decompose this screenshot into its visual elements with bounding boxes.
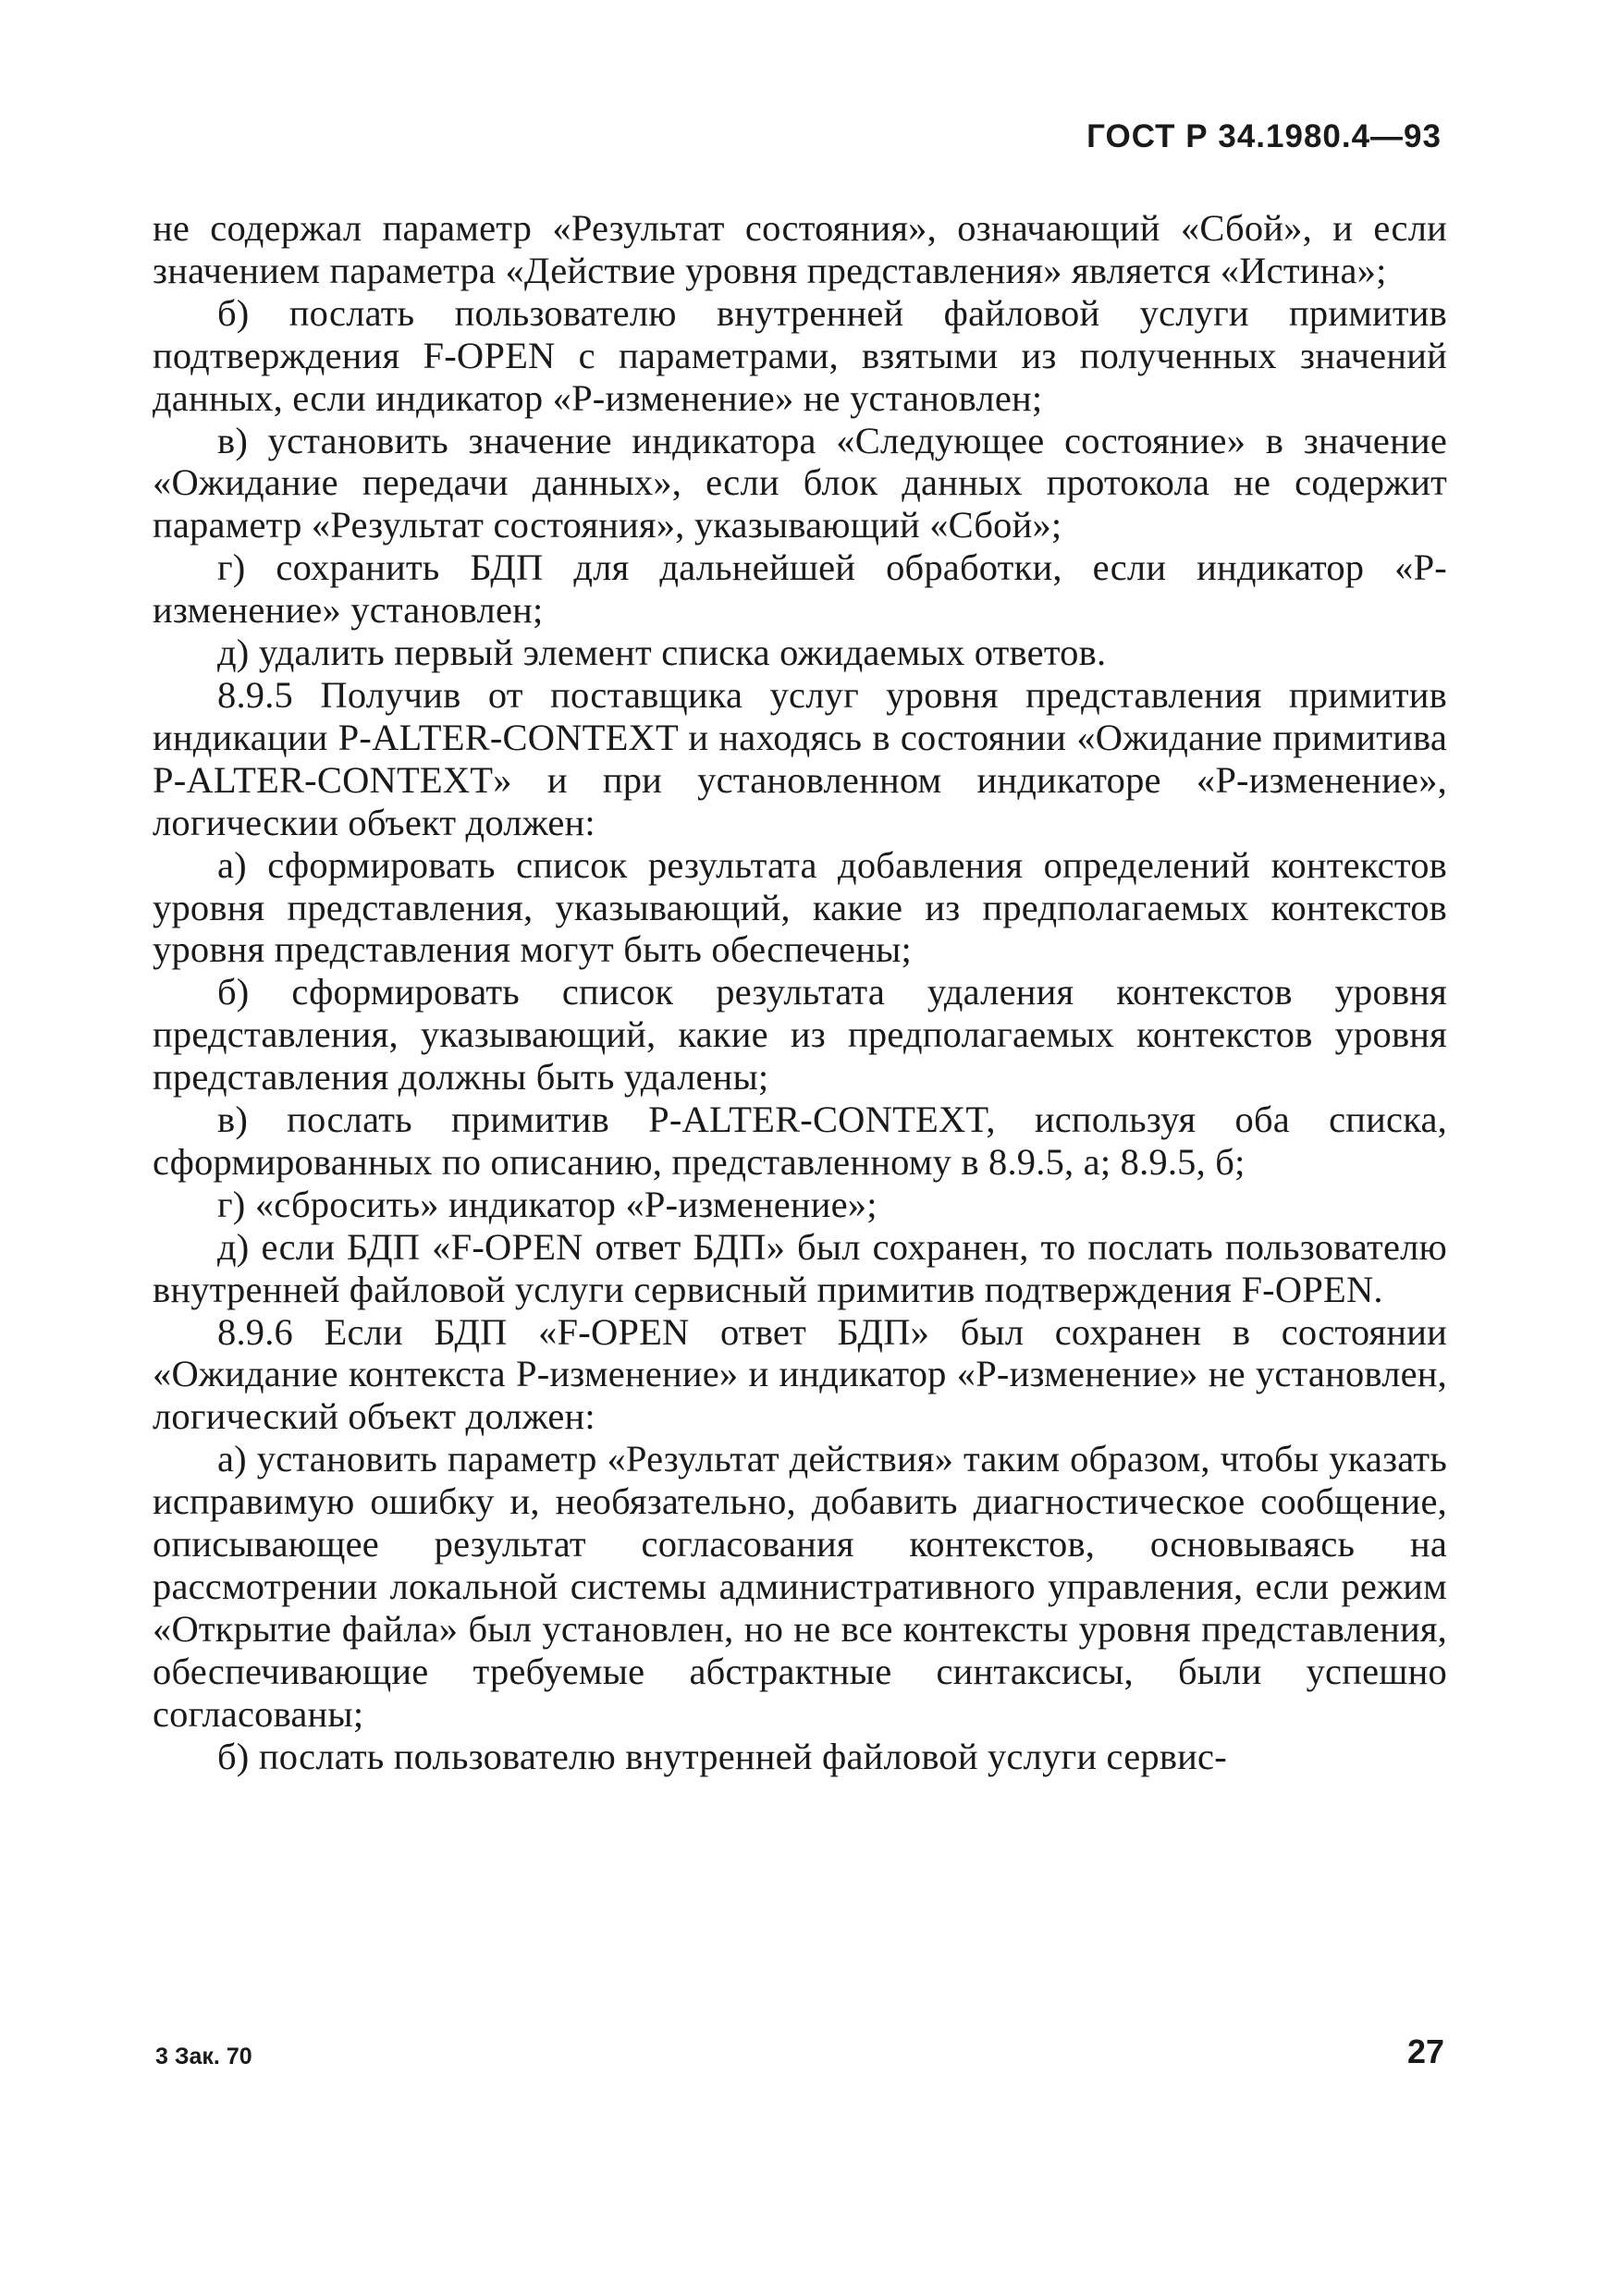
clause-8-9-5-item-v: в) послать примитив P-ALTER-CONTEXT, используя оба списка, сформированных по описанию, представленному в 8.9.5, а; 8.9.5, б; [153,1099,1447,1183]
paragraph-item-d: д) удалить первый элемент списка ожидаемых ответов. [217,632,1107,674]
clause-8-9-6-item-a: а) установить параметр «Результат действия» таким образом, чтобы указать исправимую ошибку и, необязательно, добавить диагностическое сообщение, описывающее результат согласования контекстов, основываясь на рассмотрении локальной системы административного управления, если режим «Открытие файла» был установлен, но не все контексты уровня представления, обеспечивающие требуемые абстрактные синтаксисы, были успешно согласованы; [153,1438,1447,1735]
page-number: 27 [1406,2032,1444,2070]
clause-8-9-5-item-d: д) если БДП «F-OPEN ответ БДП» был сохранен, то послать пользователю внутренней файловой услуги сервисный примитив подтверждения F-OPEN. [153,1225,1447,1310]
clause-8-9-5: 8.9.5 Получив от поставщика услуг уровня представления примитив индикации P-ALTER-CONTEXT и находясь в состоянии «Ожидание примитива P-ALTER-CONTEXT» и при установленном индикаторе «Р-изменение», логическии объект должен: [153,673,1447,843]
clause-8-9-5-item-g: г) «сбросить» индикатор «Р-изменение»; [217,1183,878,1225]
paragraph-item-v: в) установить значение индикатора «Следующее состояние» в значение «Ожидание передачи данных», если блок данных протокола не содержит параметр «Результат состояния», указывающий «Сбой»; [153,419,1447,546]
order-mark: 3 Зак. 70 [155,2044,252,2069]
clause-8-9-5-item-b: б) сформировать список результата удаления контекстов уровня представления, указывающий, какие из предполагаемых контекстов уровня представления должны быть удалены; [153,971,1447,1099]
paragraph-continuation: не содержал параметр «Результат состояния», означающий «Сбой», и если значением параметра «Действие уровня представления» является «Истина»; [153,207,1447,291]
page-body [153,207,1447,1778]
clause-8-9-5-item-a: а) сформировать список результата добавления определений контекстов уровня представления, указывающий, какие из предполагаемых контекстов уровня представления могут быть обеспечены; [153,843,1447,971]
paragraph-item-g: г) сохранить БДП для дальнейшей обработки, если индикатор «Р-изменение» установлен; [153,546,1447,632]
clause-8-9-6: 8.9.6 Если БДП «F-OPEN ответ БДП» был сохранен в состоянии «Ожидание контекста Р-изменение» и индикатор «Р-изменение» не установлен, логический объект должен: [153,1310,1447,1438]
document-code-header: ГОСТ Р 34.1980.4—93 [1086,118,1442,154]
clause-8-9-6-item-b: б) послать пользователю внутренней файловой услуги сервис- [217,1735,1227,1777]
paragraph-item-b: б) послать пользователю внутренней файловой услуги примитив подтверждения F-OPEN с параметрами, взятыми из полученных значений данных, если индикатор «Р-изменение» не установлен; [153,291,1447,419]
